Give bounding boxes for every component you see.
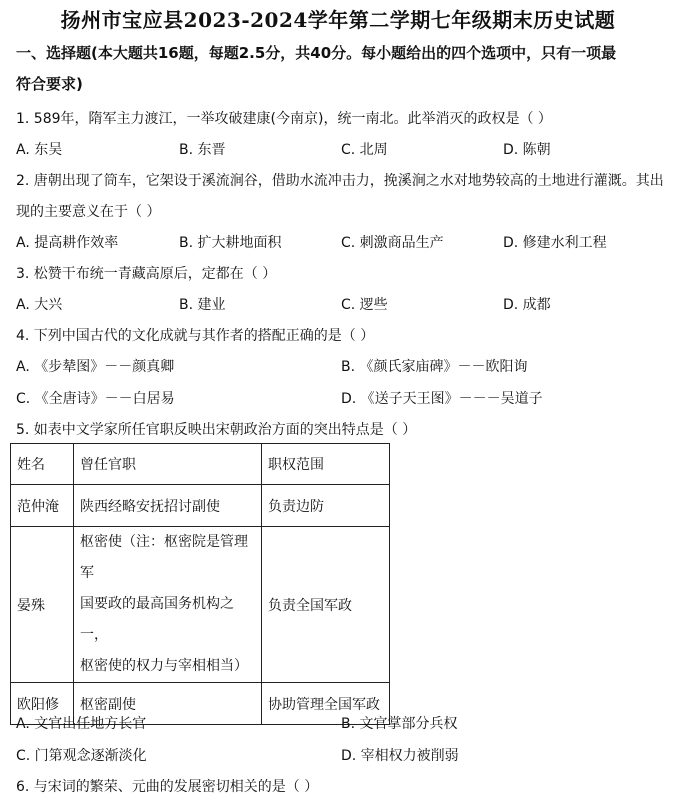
- table-cell-post: 枢密副使: [74, 683, 262, 725]
- table-header-cell: 曾任官职: [74, 444, 262, 485]
- question-5-stem: 5. 如表中文学家所任官职反映出宋朝政治方面的突出特点是（ ）: [16, 422, 417, 438]
- table-cell-name: 范仲淹: [11, 485, 74, 527]
- question-3-stem: 3. 松赞干布统一青藏高原后，定都在（ ）: [16, 266, 277, 282]
- q2-option-d[interactable]: D. 修建水利工程: [503, 235, 607, 251]
- page-title: 扬州市宝应县2023-2024学年第二学期七年级期末历史试题: [60, 8, 616, 32]
- officials-table: [10, 443, 390, 725]
- table-cell-scope: 负责全国军政: [262, 527, 390, 683]
- table-header-cell: 职权范围: [262, 444, 390, 485]
- table-cell-scope: 协助管理全国军政: [262, 683, 390, 725]
- table-cell-post-line: 枢密使的权力与宰相相当）: [80, 658, 248, 674]
- q5-option-c[interactable]: C. 门第观念逐渐淡化: [16, 748, 147, 764]
- table-header-row: [11, 444, 390, 485]
- section-heading-line: 符合要求): [16, 75, 83, 93]
- q3-option-b[interactable]: B. 建业: [179, 297, 226, 313]
- q1-option-b[interactable]: B. 东晋: [179, 142, 226, 158]
- question-2-stem: 现的主要意义在于（ ）: [16, 204, 161, 220]
- table-cell-name: 晏殊: [11, 527, 74, 683]
- q2-option-c[interactable]: C. 刺激商品生产: [341, 235, 444, 251]
- table-row: [11, 485, 390, 527]
- q1-option-a[interactable]: A. 东吴: [16, 142, 63, 158]
- q3-option-c[interactable]: C. 逻些: [341, 297, 388, 313]
- table-cell-name: 欧阳修: [11, 683, 74, 725]
- question-2-stem: 2. 唐朝出现了筒车，它架设于溪流涧谷，借助水流冲击力，挽溪涧之水对地势较高的土地进行灌溉。其出: [16, 173, 664, 189]
- table-cell-scope: 负责边防: [262, 485, 390, 527]
- section-heading-line: 一、选择题(本大题共16题，每题2.5分，共40分。每小题给出的四个选项中，只有一项最: [16, 44, 617, 62]
- q4-option-d[interactable]: D. 《送子天王图》－－－吴道子: [341, 391, 543, 407]
- q3-option-d[interactable]: D. 成都: [503, 297, 551, 313]
- q5-option-b[interactable]: B. 文官掌部分兵权: [341, 716, 458, 732]
- q4-option-a[interactable]: A. 《步辇图》－－颜真卿: [16, 359, 175, 375]
- q1-option-c[interactable]: C. 北周: [341, 142, 388, 158]
- question-1-stem: 1. 589年，隋军主力渡江，一举攻破建康(今南京)，统一南北。此举消灭的政权是（ ）: [16, 111, 552, 127]
- q5-option-a[interactable]: A. 文官出任地方长官: [16, 716, 147, 732]
- question-4-stem: 4. 下列中国古代的文化成就与其作者的搭配正确的是（ ）: [16, 328, 375, 344]
- table-header-cell: 姓名: [11, 444, 74, 485]
- q2-option-b[interactable]: B. 扩大耕地面积: [179, 235, 282, 251]
- q4-option-c[interactable]: C. 《全唐诗》－－白居易: [16, 391, 175, 407]
- table-cell-post-line: 国要政的最高国务机构之一，: [80, 596, 234, 643]
- question-6-stem: 6. 与宋词的繁荣、元曲的发展密切相关的是（ ）: [16, 779, 319, 795]
- table-cell-post: 陕西经略安抚招讨副使: [74, 485, 262, 527]
- table-row: [11, 527, 390, 683]
- table-cell-post: [74, 527, 262, 683]
- q3-option-a[interactable]: A. 大兴: [16, 297, 63, 313]
- table-cell-post-line: 枢密使（注：枢密院是管理军: [80, 534, 248, 581]
- q5-option-d[interactable]: D. 宰相权力被削弱: [341, 748, 459, 764]
- section-heading: [16, 38, 666, 100]
- q2-option-a[interactable]: A. 提高耕作效率: [16, 235, 119, 251]
- q4-option-b[interactable]: B. 《颜氏家庙碑》－－欧阳询: [341, 359, 528, 375]
- q1-option-d[interactable]: D. 陈朝: [503, 142, 551, 158]
